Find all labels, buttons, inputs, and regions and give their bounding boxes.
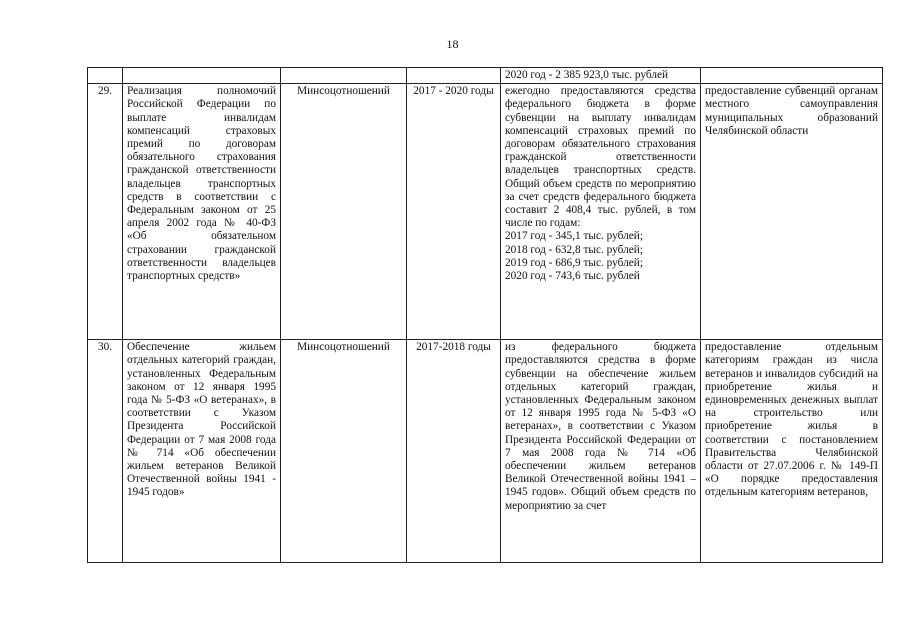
cell-result: 2020 год - 2 385 923,0 тыс. рублей bbox=[501, 68, 701, 84]
cell-measure-name bbox=[123, 68, 281, 84]
program-measures-table bbox=[87, 67, 883, 563]
page-number: 18 bbox=[446, 37, 459, 51]
result-text: из федерального бюджета предоставляются средства в форме субвенции на обеспечение жильем отдельных категорий граждан, установленных Федеральным законом от 12 января 1995 года № 5-ФЗ «О ветеранах», в соответствии с Указом Президента Российской Федерации от 7 мая 2008 года № 714 «Об обеспечении жильем ветеранов Великой Отечественной войны 1941 – 1945 годов». Общий объем средств по мероприятию за счет bbox=[505, 341, 696, 512]
cell-mechanism bbox=[701, 68, 883, 84]
cell-term bbox=[407, 68, 501, 84]
result-year-line: 2019 год - 686,9 тыс. рублей; bbox=[505, 256, 643, 269]
table-row bbox=[88, 84, 883, 340]
result-year-line: 2018 год - 632,8 тыс. рублей; bbox=[505, 243, 643, 256]
cell-result bbox=[501, 340, 701, 563]
result-year-line: 2020 год - 743,6 тыс. рублей bbox=[505, 270, 640, 283]
cell-number: 29. bbox=[88, 84, 123, 340]
table-row-continuation bbox=[88, 68, 883, 84]
cell-term: 2017 - 2020 годы bbox=[407, 84, 501, 340]
cell-executor: Минсоцотношений bbox=[281, 84, 407, 340]
result-text: ежегодно предоставляются средства федерального бюджета в форме субвенции на выплату инвалидам компенсаций страховых премий по договорам обязательного страхования гражданской ответственности владельцев транспортных средств. Общий объем средств по мероприятию за счет средств федерального бюджета составит 2 408,4 тыс. рублей, в том числе по годам: bbox=[505, 85, 696, 230]
cell-executor bbox=[281, 68, 407, 84]
cell-result bbox=[501, 84, 701, 340]
cell-number: 30. bbox=[88, 340, 123, 563]
cell-mechanism: предоставление субвенций органам местного самоуправления муниципальных образований Челябинской области bbox=[701, 84, 883, 340]
cell-mechanism: предоставление отдельным категориям граждан из числа ветеранов и инвалидов субсидий на приобретение жилья и единовременных денежных выплат на строительство или приобретение жилья в соответствии с постановлением Правительства Челябинской области от 27.07.2006 г. № 149-П «О порядке предоставления отдельным категориям ветеранов, bbox=[701, 340, 883, 563]
cell-executor: Минсоцотношений bbox=[281, 340, 407, 563]
cell-term: 2017-2018 годы bbox=[407, 340, 501, 563]
result-year-line: 2017 год - 345,1 тыс. рублей; bbox=[505, 230, 643, 243]
cell-measure-name: Обеспечение жильем отдельных категорий граждан, установленных Федеральным законом от 12 января 1995 года № 5-ФЗ «О ветеранах», в соответствии с Указом Президента Российской Федерации от 7 мая 2008 года № 714 «Об обеспечении жильем ветеранов Великой Отечественной войны 1941 - 1945 годов» bbox=[123, 340, 281, 563]
cell-number bbox=[88, 68, 123, 84]
table-row bbox=[88, 340, 883, 563]
cell-measure-name: Реализация полномочий Российской Федерации по выплате инвалидам компенсаций страховых премий по договорам обязательного страхования гражданской ответственности владельцев транспортных средств в соответствии с Федеральным законом от 25 апреля 2002 года № 40-ФЗ «Об обязательном страховании гражданской ответственности владельцев транспортных средств» bbox=[123, 84, 281, 340]
